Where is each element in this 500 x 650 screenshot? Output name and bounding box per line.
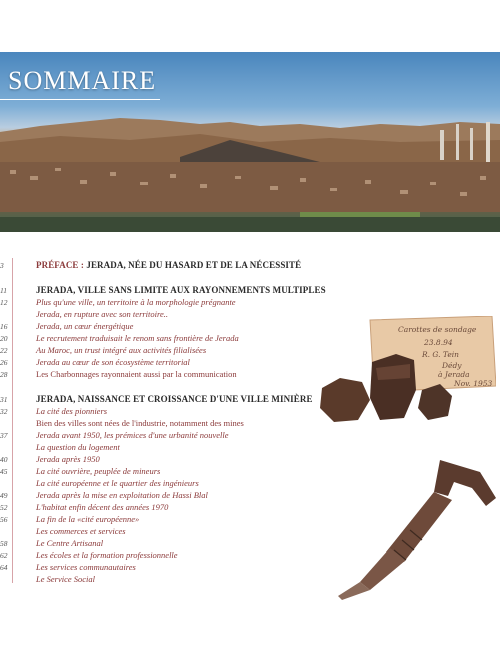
page-title: SOMMAIRE (8, 66, 157, 95)
header-photo (0, 52, 500, 232)
page-number: 64 (0, 563, 8, 572)
toc-entry[interactable]: Jerada, un cœur énergétique (36, 321, 134, 331)
page-number: 37 (0, 431, 8, 440)
page-number: 16 (0, 322, 8, 331)
page-number: 12 (0, 298, 8, 307)
toc-entry[interactable]: Plus qu'une ville, un territoire à la morphologie prégnante (36, 297, 236, 307)
preface-heading (36, 260, 301, 270)
toc-entry[interactable]: Jerada au cœur de son écosystème territorial (36, 357, 190, 367)
note-line: à Jerada (438, 370, 470, 379)
toc-entry[interactable]: Jerada après la mise en exploitation de Hassi Blal (36, 490, 208, 500)
preface-label: PRÉFACE : (36, 260, 87, 270)
pneumatic-pick-image (330, 452, 500, 602)
toc-entry[interactable]: Le recrutement traduisait le renom sans frontière de Jerada (36, 333, 239, 343)
page-number: 62 (0, 551, 8, 560)
toc-entry[interactable]: La cité des pionniers (36, 406, 108, 416)
page-number: 45 (0, 467, 8, 476)
chapter-2-title: JERADA, NAISSANCE ET CROISSANCE D'UNE VILLE MINIÈRE (36, 394, 313, 404)
toc-entry[interactable]: Le Centre Artisanal (36, 538, 104, 548)
page-number: 56 (0, 515, 8, 524)
toc-entry[interactable]: La cité européenne et le quartier des ingénieurs (36, 478, 199, 488)
note-line: Carottes de sondage (398, 325, 477, 334)
title-underline (0, 99, 160, 100)
page-number: 28 (0, 370, 8, 379)
toc-entry[interactable]: Les commerces et services (36, 526, 126, 536)
toc-entry[interactable]: Les écoles et la formation professionnelle (36, 550, 178, 560)
note-line: Dédy (442, 361, 462, 370)
page-number: 31 (0, 395, 8, 404)
coal-samples-image (318, 348, 468, 428)
page-number: 52 (0, 503, 8, 512)
page-number: 26 (0, 358, 8, 367)
note-line: 23.8.94 (424, 338, 453, 347)
page-number: 40 (0, 455, 8, 464)
page-number: 20 (0, 334, 8, 343)
page-number: 22 (0, 346, 8, 355)
toc-entry[interactable]: Jerada, en rupture avec son territoire.. (36, 309, 169, 319)
toc-entry[interactable]: Au Maroc, un trust intégré aux activités filialisées (36, 345, 207, 355)
coal-rocks-illustration (318, 348, 468, 428)
toc-entry[interactable]: Bien des villes sont nées de l'industrie, notamment des mines (36, 418, 244, 428)
chapter-1-title: JERADA, VILLE SANS LIMITE AUX RAYONNEMENTS MULTIPLES (36, 285, 326, 295)
page-number: 32 (0, 407, 8, 416)
toc-entry[interactable]: La cité ouvrière, peuplée de mineurs (36, 466, 161, 476)
toc-entry[interactable]: Les services communautaires (36, 562, 136, 572)
toc-entry[interactable]: L'habitat enfin décent des années 1970 (36, 502, 169, 512)
toc-entry[interactable]: La fin de la «cité européenne» (36, 514, 140, 524)
page-number: 58 (0, 539, 8, 548)
note-line: R. G. Tein (422, 350, 459, 359)
page-number: 11 (0, 286, 7, 295)
note-line: Nov. 1953 (454, 379, 493, 388)
page-number: 49 (0, 491, 8, 500)
toc-entry[interactable]: Le Service Social (36, 574, 96, 584)
pick-tool-illustration (330, 452, 500, 602)
toc-entry[interactable]: Les Charbonnages rayonnaient aussi par la communication (36, 369, 237, 379)
toc-entry[interactable]: Jerada après 1950 (36, 454, 100, 464)
preface-title: JERADA, NÉE DU HASARD ET DE LA NÉCESSITÉ (86, 260, 302, 270)
toc-entry[interactable]: Jerada avant 1950, les prémices d'une urbanité nouvelle (36, 430, 229, 440)
margin-rule (12, 258, 13, 583)
toc-entry[interactable]: La question du logement (36, 442, 120, 452)
page-number: 3 (0, 261, 4, 270)
